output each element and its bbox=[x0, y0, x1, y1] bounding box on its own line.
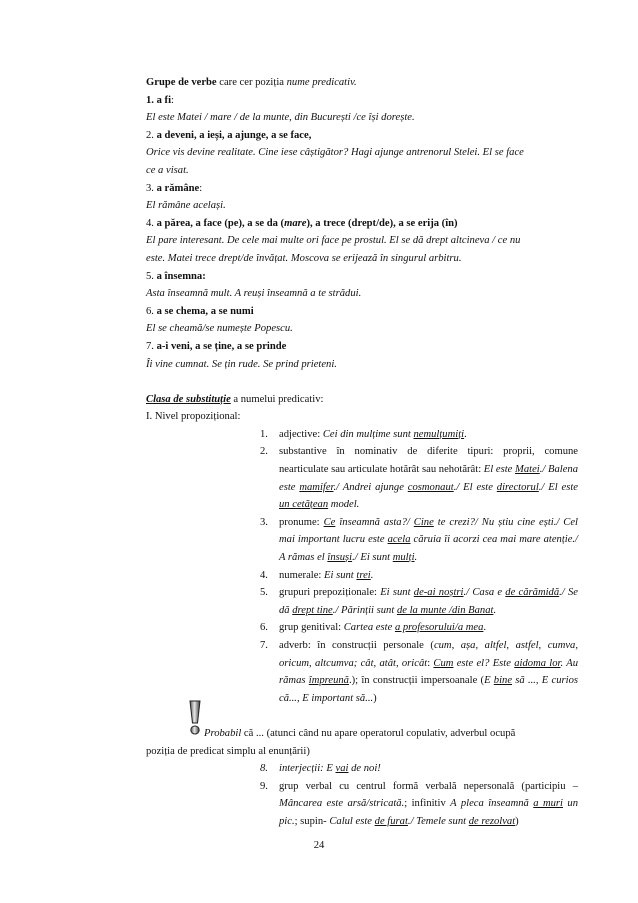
example-text: Îi vine cumnat. Se țin rude. Se prind prieteni. bbox=[146, 358, 337, 370]
item-example: model. bbox=[328, 499, 360, 511]
item-number: 2. bbox=[260, 446, 268, 458]
heading-text: care cer poziția bbox=[216, 77, 287, 88]
verb-group-6 bbox=[146, 303, 578, 321]
verb-group-4-label: a părea, a face (pe), a se da ( bbox=[156, 217, 285, 229]
item-text: interjecții: bbox=[279, 763, 327, 775]
substitution-class-text: a numelui predicativ: bbox=[230, 393, 324, 405]
item-underlined: a muri bbox=[533, 798, 563, 810]
verb-group-6-example bbox=[146, 320, 578, 338]
item-example: Calul este bbox=[329, 815, 375, 827]
colon: : bbox=[199, 182, 203, 194]
section-heading bbox=[146, 74, 578, 92]
spacer bbox=[146, 373, 578, 391]
verb-group-5-label: a însemna: bbox=[156, 270, 206, 282]
item-underlined: Cine bbox=[413, 516, 434, 528]
level-heading bbox=[146, 408, 578, 426]
item-underlined: un cetățean bbox=[279, 499, 329, 511]
verb-group-3-label: a rămâne bbox=[156, 182, 200, 194]
item-example: te crezi?/ Nu știu cine ești./ Cel mai important lucru este bbox=[279, 516, 579, 546]
item-underlined: drept tine bbox=[292, 604, 333, 616]
item-number: 9. bbox=[260, 780, 268, 792]
item-example: Cei din mulțime sunt bbox=[322, 428, 414, 440]
verb-group-7-example bbox=[146, 356, 578, 374]
list-item-6 bbox=[146, 619, 578, 637]
item-example: ./ Părinții sunt bbox=[332, 604, 397, 616]
verb-group-4-label-end: ), a trece (drept/de), a se erija (în) bbox=[306, 217, 458, 229]
item-underlined: împreună bbox=[308, 675, 349, 687]
example-text: El este Matei / mare / de la munte, din București /ce își dorește. bbox=[146, 112, 415, 124]
item-example: El este bbox=[483, 464, 516, 476]
item-text: .); în construcții impersoanale ( bbox=[348, 675, 485, 687]
list-item-7 bbox=[146, 637, 578, 707]
verb-group-4-label-italic: mare bbox=[284, 217, 307, 229]
item-text: substantive în nominativ de diferite tipuri: proprii, comune nearticulate sau articulate hotărât sau nehotărât: bbox=[279, 446, 578, 476]
substitution-class-title: Clasa de substituție bbox=[146, 393, 231, 405]
item-underlined: mamifer bbox=[299, 481, 334, 493]
number: 5. bbox=[146, 270, 157, 282]
verb-group-1-example bbox=[146, 109, 578, 127]
item-text: ) bbox=[515, 815, 519, 827]
item-underlined: a profesorului/a mea bbox=[394, 622, 484, 634]
verb-group-2 bbox=[146, 127, 578, 145]
verb-group-4-example-cont bbox=[146, 250, 578, 268]
verb-group-3-example bbox=[146, 197, 578, 215]
item-example: Ei sunt bbox=[324, 569, 357, 581]
item-example: E bbox=[484, 675, 494, 687]
item-number: 6. bbox=[260, 622, 268, 634]
item-underlined: acela bbox=[387, 534, 411, 546]
note-paragraph-cont bbox=[146, 743, 578, 761]
number: 4. bbox=[146, 217, 157, 229]
note-text: că ... (atunci când nu apare operatorul copulativ, adverbul ocupă bbox=[241, 727, 516, 739]
item-example: ./ Andrei ajunge bbox=[333, 481, 408, 493]
item-number: 3. bbox=[260, 516, 268, 528]
item-underlined: cosmonaut bbox=[407, 481, 454, 493]
item-example: ./ El este bbox=[453, 481, 497, 493]
item-text: grup genitival: bbox=[279, 622, 344, 634]
item-underlined: aidoma lor bbox=[514, 657, 561, 669]
item-text: pronume: bbox=[279, 516, 324, 528]
item-example: ./ Casa e bbox=[463, 587, 506, 599]
example-text: El rămâne același. bbox=[146, 200, 226, 212]
verb-group-7 bbox=[146, 338, 578, 356]
item-example: ./ Se dă bbox=[279, 587, 578, 616]
verb-group-5 bbox=[146, 268, 578, 286]
item-example: căruia îi acorzi cea mai mare atenție./ A rămas el bbox=[279, 534, 578, 564]
number: 2. bbox=[146, 129, 157, 141]
item-example: ./ Ei sunt bbox=[352, 552, 393, 564]
item-example: ./ Balena este bbox=[279, 464, 578, 493]
item-number: 4. bbox=[260, 569, 268, 581]
item-number: 1. bbox=[260, 428, 268, 440]
item-underlined: mulți bbox=[392, 552, 415, 564]
item-example: cum, așa, altfel, astfel, cumva, oricum, altcumva; cât, atât, oricât bbox=[279, 640, 579, 669]
verb-group-1-label: 1. a fi bbox=[146, 94, 172, 106]
item-underlined: Cum bbox=[433, 657, 454, 669]
note-text: poziția de predicat simplu al enunțării) bbox=[146, 745, 310, 757]
item-underlined: Matei bbox=[515, 464, 540, 476]
item-number: 8. bbox=[260, 763, 268, 775]
item-text: . bbox=[483, 622, 487, 634]
item-number: 7. bbox=[260, 640, 268, 651]
item-example: un pic. bbox=[279, 798, 578, 827]
item-underlined: însuși bbox=[327, 552, 353, 564]
item-text: adverb: în construcții personale ( bbox=[279, 640, 434, 651]
verb-group-4 bbox=[146, 215, 578, 233]
item-underlined: Ce bbox=[323, 516, 336, 528]
item-underlined: de furat bbox=[374, 815, 408, 827]
item-text: ; supin- bbox=[294, 815, 330, 827]
list-item-2 bbox=[146, 443, 578, 513]
item-underlined: de-ai noștri bbox=[413, 587, 464, 599]
item-example: Ei sunt bbox=[380, 587, 414, 599]
note-paragraph bbox=[146, 725, 578, 743]
list-item-1 bbox=[146, 426, 578, 444]
item-underlined: de la munte /din Banat bbox=[396, 604, 494, 616]
item-text: : bbox=[427, 657, 434, 669]
heading-italic: nume predicativ. bbox=[286, 77, 357, 88]
colon: : bbox=[171, 94, 174, 106]
example-text: Orice vis devine realitate. Cine iese câștigător? Hagi ajunge antrenorul Stelei. El se face bbox=[146, 147, 524, 159]
heading-bold: Grupe de verbe bbox=[146, 77, 217, 88]
number: 6. bbox=[146, 305, 157, 317]
verb-group-4-example bbox=[146, 232, 578, 250]
item-example: Cartea este bbox=[343, 622, 395, 634]
item-example: Mâncarea este arsă/stricată. bbox=[279, 798, 405, 810]
item-underlined: de cărămidă bbox=[505, 587, 560, 599]
level-title: I. Nivel propozițional: bbox=[146, 411, 241, 423]
verb-group-3 bbox=[146, 180, 578, 198]
item-example: să ..., E curios că..., E important să... bbox=[279, 675, 579, 704]
item-example: E bbox=[326, 763, 336, 775]
exclamation-icon bbox=[186, 699, 204, 737]
item-text: ) bbox=[373, 692, 377, 704]
item-text: ; infinitiv bbox=[404, 798, 451, 810]
item-text: numerale: bbox=[279, 569, 325, 581]
item-example: ./ El este bbox=[538, 481, 578, 493]
example-text: este. Matei trece drept/de învățat. Moscova se erijează în singurul arbitru. bbox=[146, 252, 462, 264]
verb-group-2-example-cont bbox=[146, 162, 578, 180]
list-item-4 bbox=[146, 567, 578, 585]
item-example: . bbox=[493, 604, 497, 616]
item-underlined: vai bbox=[335, 763, 349, 775]
verb-group-2-label: a deveni, a ieși, a ajunge, a se face, bbox=[156, 129, 312, 141]
verb-group-2-example bbox=[146, 144, 578, 162]
number: 3. bbox=[146, 182, 157, 194]
list-item-8 bbox=[146, 760, 578, 778]
item-underlined: trei bbox=[356, 569, 371, 581]
example-text: El pare interesant. De cele mai multe ori face pe prostul. El se dă drept altcineva / ce nu bbox=[146, 235, 521, 247]
verb-group-1 bbox=[146, 92, 578, 110]
verb-group-6-label: a se chema, a se numi bbox=[156, 305, 254, 317]
item-example: de noi! bbox=[348, 763, 381, 775]
item-text: grup verbal cu centrul formă verbală nepersonală (participiu – bbox=[279, 780, 578, 792]
item-example: . bbox=[414, 552, 418, 564]
item-underlined: nemulțumiți bbox=[413, 428, 465, 440]
item-example: înseamnă asta?/ bbox=[335, 516, 414, 528]
item-example: este el? Este bbox=[453, 657, 515, 669]
list-item-3 bbox=[146, 514, 578, 567]
item-example: . bbox=[370, 569, 374, 581]
example-text: ce a visat. bbox=[146, 164, 189, 176]
number: 7. bbox=[146, 340, 157, 352]
spacer bbox=[146, 707, 578, 725]
example-text: Asta înseamnă mult. A reuși înseamnă a te strădui. bbox=[146, 288, 362, 300]
item-text: grupuri prepoziționale: bbox=[279, 587, 381, 599]
page-number: 24 bbox=[313, 840, 325, 851]
example-text: El se cheamă/se numește Popescu. bbox=[146, 323, 293, 335]
verb-group-5-example bbox=[146, 285, 578, 303]
item-example: . Au rămas bbox=[279, 657, 579, 687]
item-underlined: directorul bbox=[496, 481, 539, 493]
item-text: adjective: bbox=[279, 428, 323, 440]
verb-group-7-label: a-i veni, a se ține, a se prinde bbox=[156, 340, 287, 352]
item-text: . bbox=[464, 428, 467, 440]
list-item-5 bbox=[146, 584, 578, 619]
item-example: A pleca înseamnă bbox=[450, 798, 534, 810]
substitution-class-heading bbox=[146, 391, 578, 409]
item-underlined: de rezolvat bbox=[468, 815, 516, 827]
note-italic: Probabil bbox=[204, 727, 242, 739]
item-number: 5. bbox=[260, 587, 268, 599]
item-example: ./ Temele sunt bbox=[407, 815, 469, 827]
page-content bbox=[146, 74, 578, 831]
item-underlined: bine bbox=[493, 675, 513, 687]
list-item-9 bbox=[146, 778, 578, 831]
